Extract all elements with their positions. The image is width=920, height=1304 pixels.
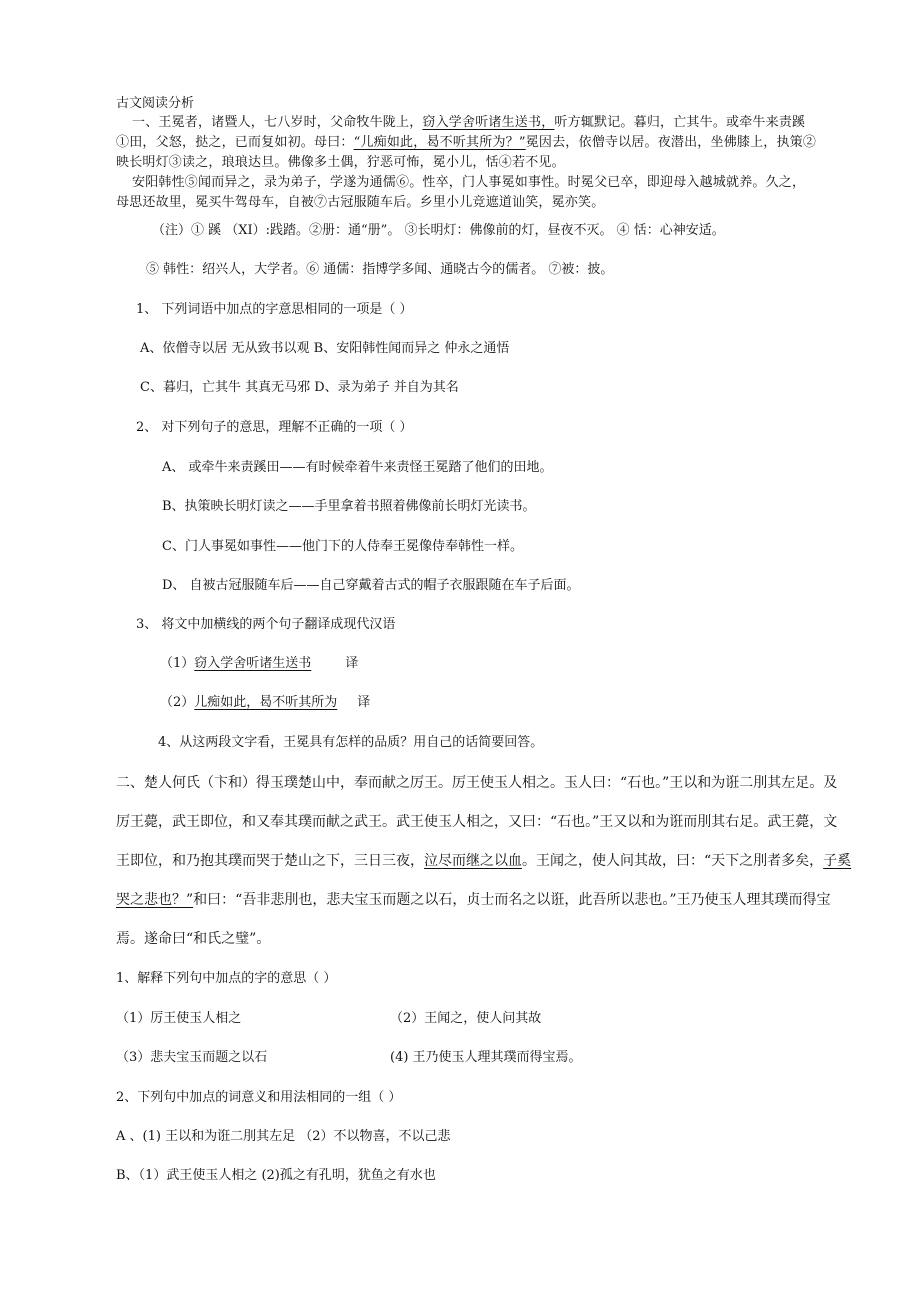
question-3-sentence-2: （2）儿痴如此，曷不听其所为 译: [160, 695, 371, 710]
p2-question-1-item-4: (4) 王乃使玉人理其璞而得宝焉。: [390, 1050, 582, 1065]
question-1-stem: 1、 下列词语中加点的字意思相同的一项是（ ）: [136, 302, 413, 317]
p2-question-1-item-2: （2）王闻之，使人问其故: [390, 1011, 542, 1026]
question-3-stem: 3、 将文中加横线的两个句子翻译成现代汉语: [136, 617, 396, 632]
p2-question-1-stem: 1、解释下列句中加点的字的意思（ ）: [116, 971, 337, 986]
question-2-option-c: C、门人事冕如事性——他门下的人侍奉王冕像侍奉韩性一样。: [162, 539, 523, 554]
underlined-sentence-3: 泣尽而继之以血: [424, 853, 522, 869]
passage2-line-1: 二、楚人何氏（卞和）得玉璞楚山中，奉而献之厉王。厉王使玉人相之。玉人曰：“石也。”王以和为诳二刖其左足。及: [116, 775, 838, 791]
passage2-line-2: 厉王薨，武王即位，和又奉其璞而献之武王。武王使玉人相之，又曰：“石也。”王又以和为诳而刖其右足。武王薨，文: [116, 814, 838, 830]
p2-question-2-stem: 2、下列句中加点的词意义和用法相同的一组（ ）: [116, 1090, 402, 1105]
question-3-sentence-1: （1）窃入学舍听诸生送书 译: [160, 656, 359, 671]
question-1-option-cd: C、暮归，亡其牛 其真无马邪 D、录为弟子 并自为其名: [140, 380, 459, 395]
passage1-line-5: 母思还故里，冕买牛驾母车，自被⑦古冠服随车后。乡里小儿竞遮道讪笑，冕亦笑。: [116, 195, 605, 210]
question-2-stem: 2、 对下列句子的意思，理解不正确的一项（ ）: [136, 420, 413, 435]
question-2-option-b: B、执策映长明灯读之——手里拿着书照着佛像前长明灯光读书。: [162, 499, 536, 514]
passage2-line-5: 焉。遂命曰“和氏之璧”。: [116, 931, 271, 947]
passage1-line-1: 一、王冕者，诸暨人，七八岁时，父命牧牛陇上，窃入学舍听诸生送书，听方辄默记。暮归，亡其牛。或牵牛来责蹊: [132, 115, 806, 130]
notes-line-2: ⑤ 韩性：绍兴人，大学者。⑥ 通儒：指博学多闻、通晓古今的儒者。 ⑦被：披。: [146, 262, 614, 277]
passage1-line-4: 安阳韩性⑤闻而异之，录为弟子，学遂为通儒⑥。性卒，门人事冕如事性。时冕父已卒，即迎母入越城就养。久之，: [132, 175, 806, 190]
question-4-stem: 4、从这两段文字看，王冕具有怎样的品质？用自己的话简要回答。: [158, 735, 544, 750]
passage2-line-4: 哭之悲也？”和曰：“吾非悲刖也，悲夫宝玉而题之以石，贞士而名之以诳，此吾所以悲也。”王乃使玉人理其璞而得宝: [116, 892, 831, 908]
passage2-line-3: 王即位，和乃抱其璞而哭于楚山之下，三日三夜，泣尽而继之以血。王闻之，使人问其故，曰：“天下之刖者多矣，子奚: [116, 853, 852, 869]
question-1-option-ab: A、依僧寺以居 无从致书以观 B、安阳韩性闻而异之 仲永之通悟: [140, 341, 510, 356]
question-2-option-d: D、 自被古冠服随车后——自己穿戴着古式的帽子衣服跟随在车子后面。: [162, 578, 580, 593]
p2-question-2-option-b: B、（1）武王使玉人相之 (2)孤之有孔明，犹鱼之有水也: [116, 1168, 436, 1183]
page-title: 古文阅读分析: [116, 96, 195, 111]
underlined-sentence-4a: 子奚: [823, 853, 852, 869]
question-2-option-a: A、 或牵牛来责蹊田——有时候牵着牛来责怪王冕踏了他们的田地。: [162, 460, 553, 475]
underlined-sentence-4b: 哭之悲也？”: [116, 892, 194, 908]
p2-question-2-option-a: A 、(1) 王以和为诳二刖其左足 （2）不以物喜，不以己悲: [116, 1129, 451, 1144]
underlined-sentence-2: “儿痴如此，曷不听其所为？”: [353, 135, 526, 150]
notes-line-1: （注）① 蹊 （XI）:践踏。②册：通“册”。 ③长明灯：佛像前的灯，昼夜不灭。 ④ 恬：心神安适。: [152, 223, 725, 238]
p2-question-1-item-3: （3）悲夫宝玉而题之以石: [116, 1050, 268, 1065]
p2-question-1-item-1: （1）厉王使玉人相之: [116, 1011, 242, 1026]
passage1-line-3: 映长明灯③读之，琅琅达旦。佛像多土偶，狞恶可怖，冕小儿，恬④若不见。: [116, 155, 565, 170]
underlined-sentence-1: 窃入学舍听诸生送书，: [422, 115, 555, 130]
passage1-line-2: ①田，父怒，挞之，已而复如初。母曰：“儿痴如此，曷不听其所为？”冕因去，依僧寺以居。夜潜出，坐佛膝上，执策②: [116, 135, 817, 150]
